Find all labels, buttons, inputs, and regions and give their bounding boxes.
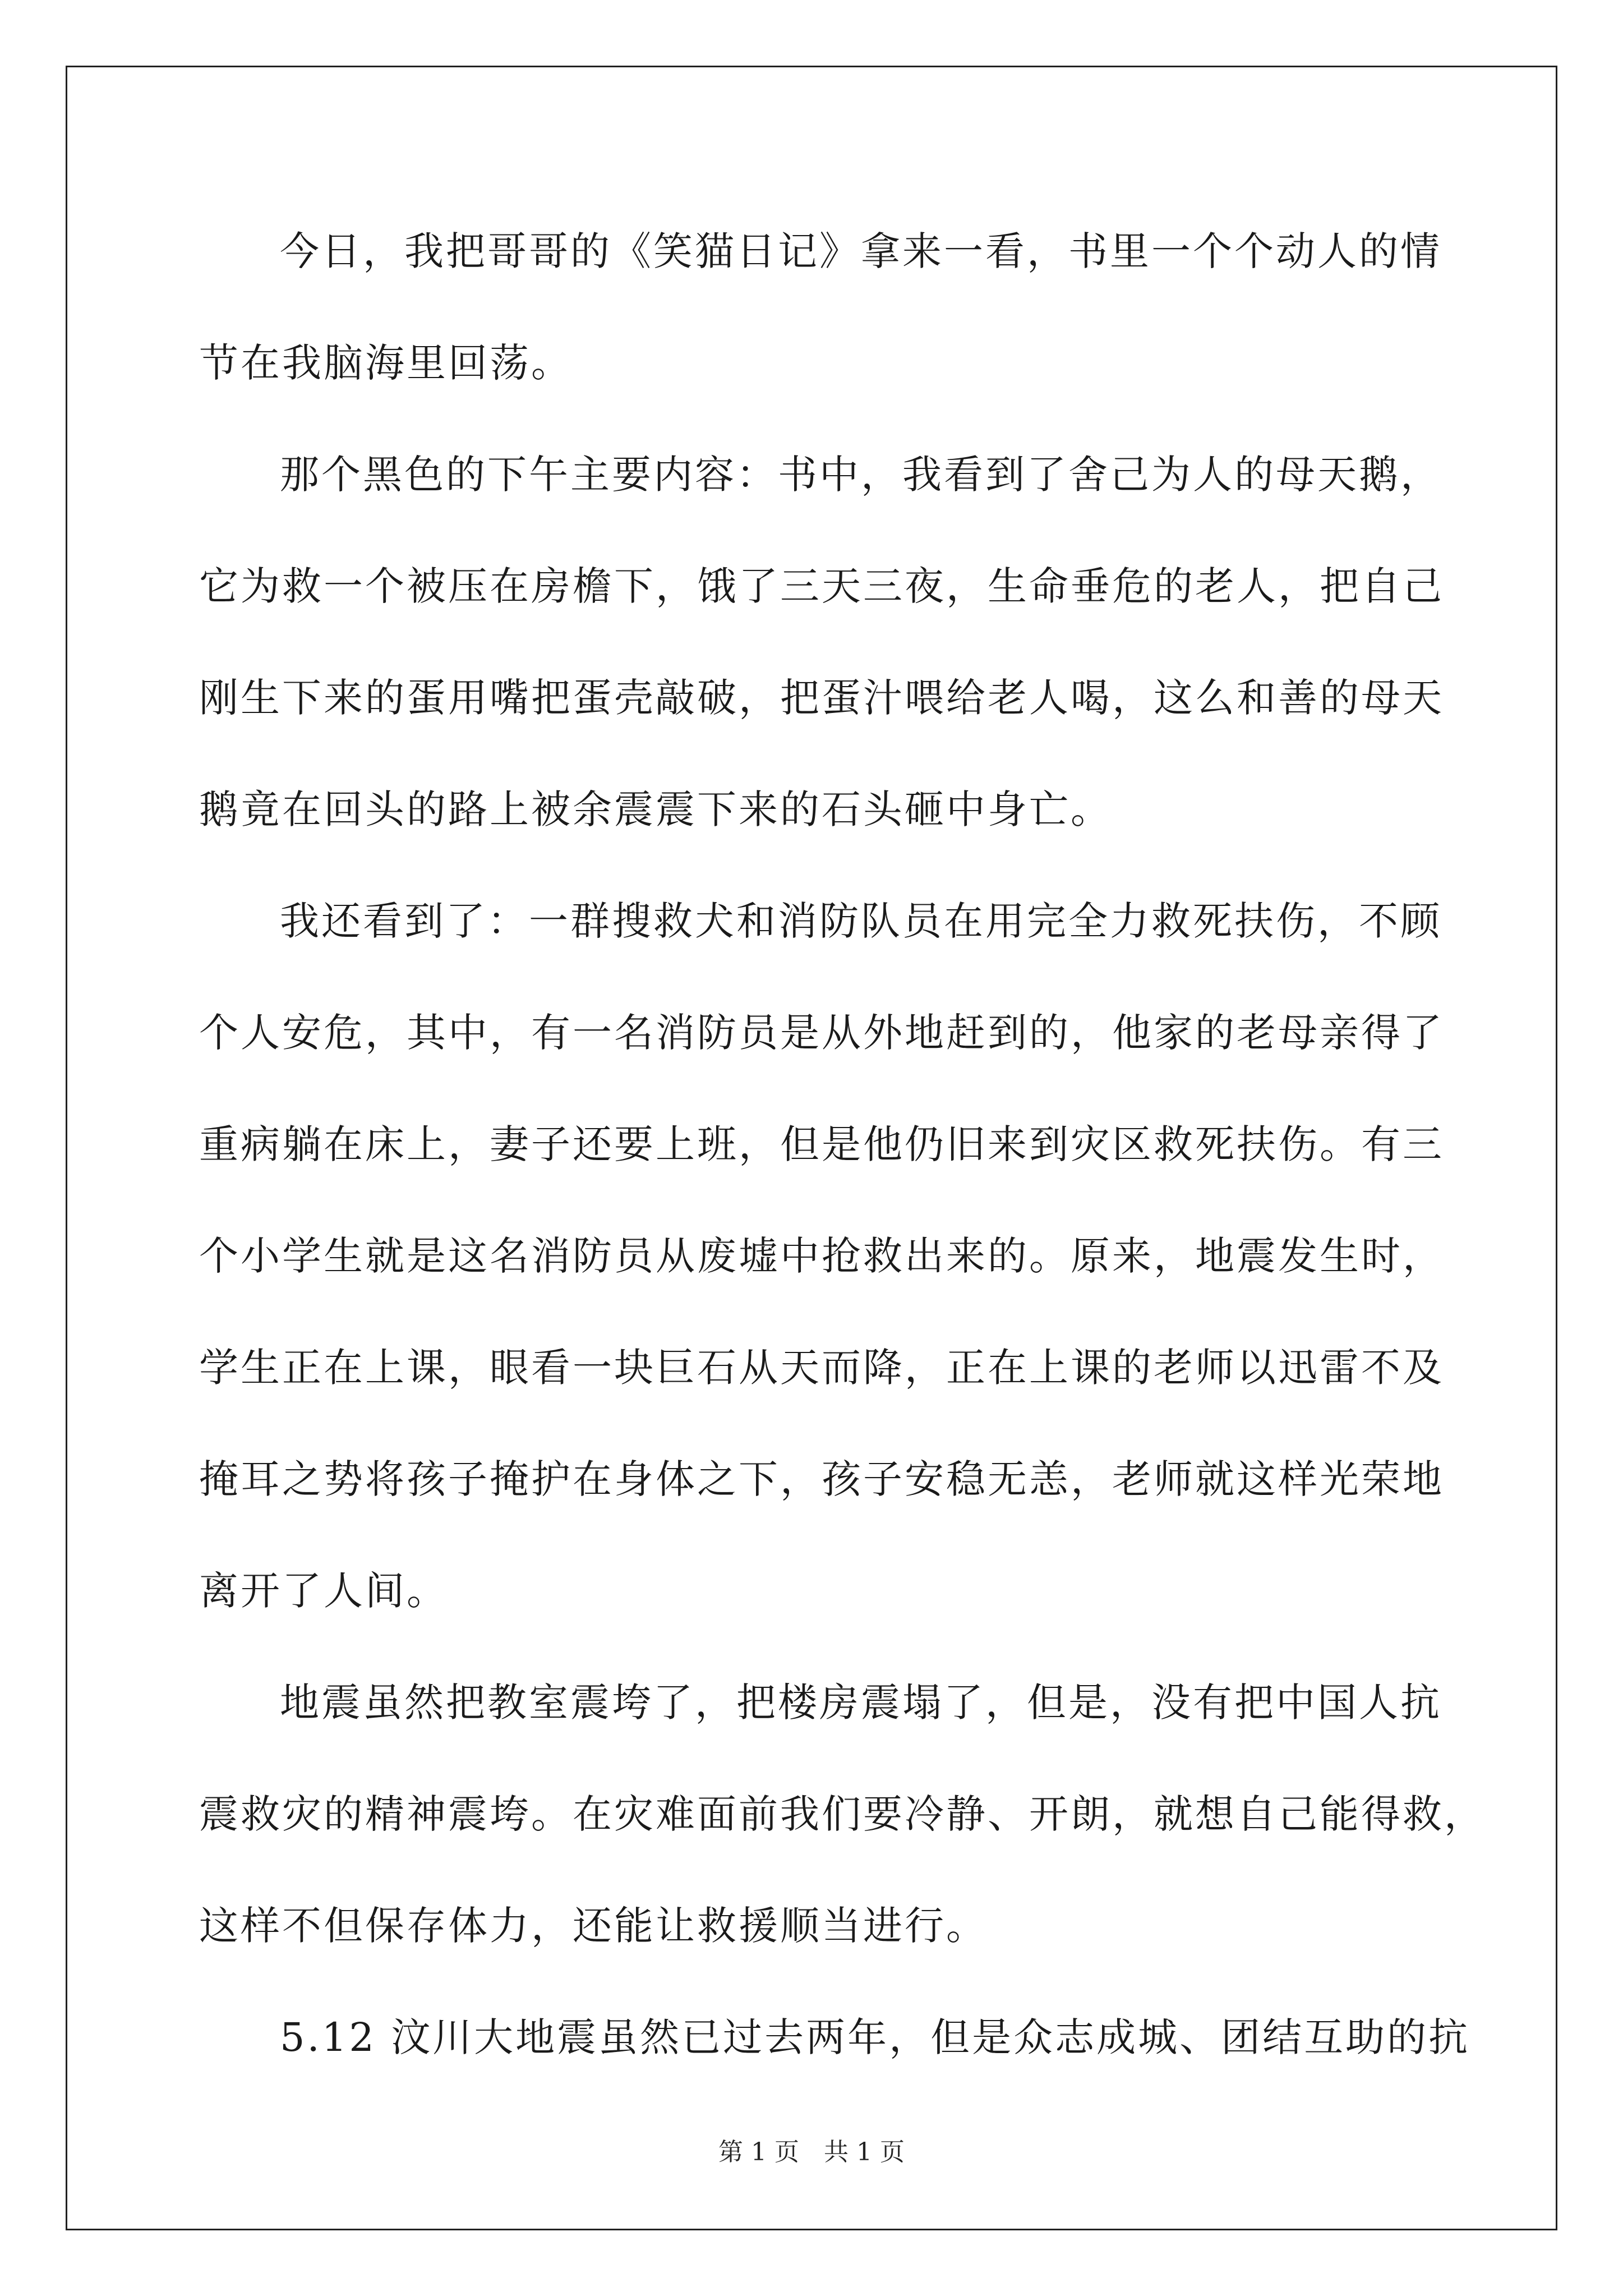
text-line: 个人安危，其中，有一名消防员是从外地赶到的，他家的老母亲得了 [199,1010,1444,1056]
text-line: 重病躺在床上，妻子还要上班，但是他仍旧来到灾区救死扶伤。有三 [199,1121,1444,1167]
text-line: 刚生下来的蛋用嘴把蛋壳敲破，把蛋汁喂给老人喝，这么和善的母天 [199,675,1444,721]
text-line: 地震虽然把教室震垮了，把楼房震塌了，但是，没有把中国人抗 [280,1680,1442,1726]
text-line: 节在我脑海里回荡。 [199,340,573,386]
document-body [199,206,1486,2104]
text-line: 个小学生就是这名消防员从废墟中抢救出来的。原来，地震发生时， [199,1233,1444,1279]
text-line: 那个黑色的下午主要内容：书中，我看到了舍己为人的母天鹅， [280,452,1442,498]
page-footer: 第 1 页 共 1 页 [718,2138,905,2166]
text-line: 这样不但保存体力，还能让救援顺当进行。 [199,1903,988,1949]
text-line: 学生正在上课，眼看一块巨石从天而降，正在上课的老师以迅雷不及 [199,1345,1444,1391]
text-line: 5.12 汶川大地震虽然已过去两年，但是众志成城、团结互助的抗 [280,2014,1470,2060]
text-line: 它为救一个被压在房檐下，饿了三天三夜，生命垂危的老人，把自己 [199,563,1444,609]
text-line: 今日，我把哥哥的《笑猫日记》拿来一看，书里一个个动人的情 [280,228,1442,274]
text-line: 震救灾的精神震垮。在灾难面前我们要冷静、开朗，就想自己能得救， [199,1791,1486,1837]
text-line: 离开了人间。 [199,1568,448,1614]
text-line: 鹅竟在回头的路上被余震震下来的石头砸中身亡。 [199,786,1112,832]
text-line: 我还看到了：一群搜救犬和消防队员在用完全力救死扶伤，不顾 [280,898,1442,944]
text-line: 掩耳之势将孩子掩护在身体之下，孩子安稳无恙，老师就这样光荣地 [199,1456,1444,1502]
